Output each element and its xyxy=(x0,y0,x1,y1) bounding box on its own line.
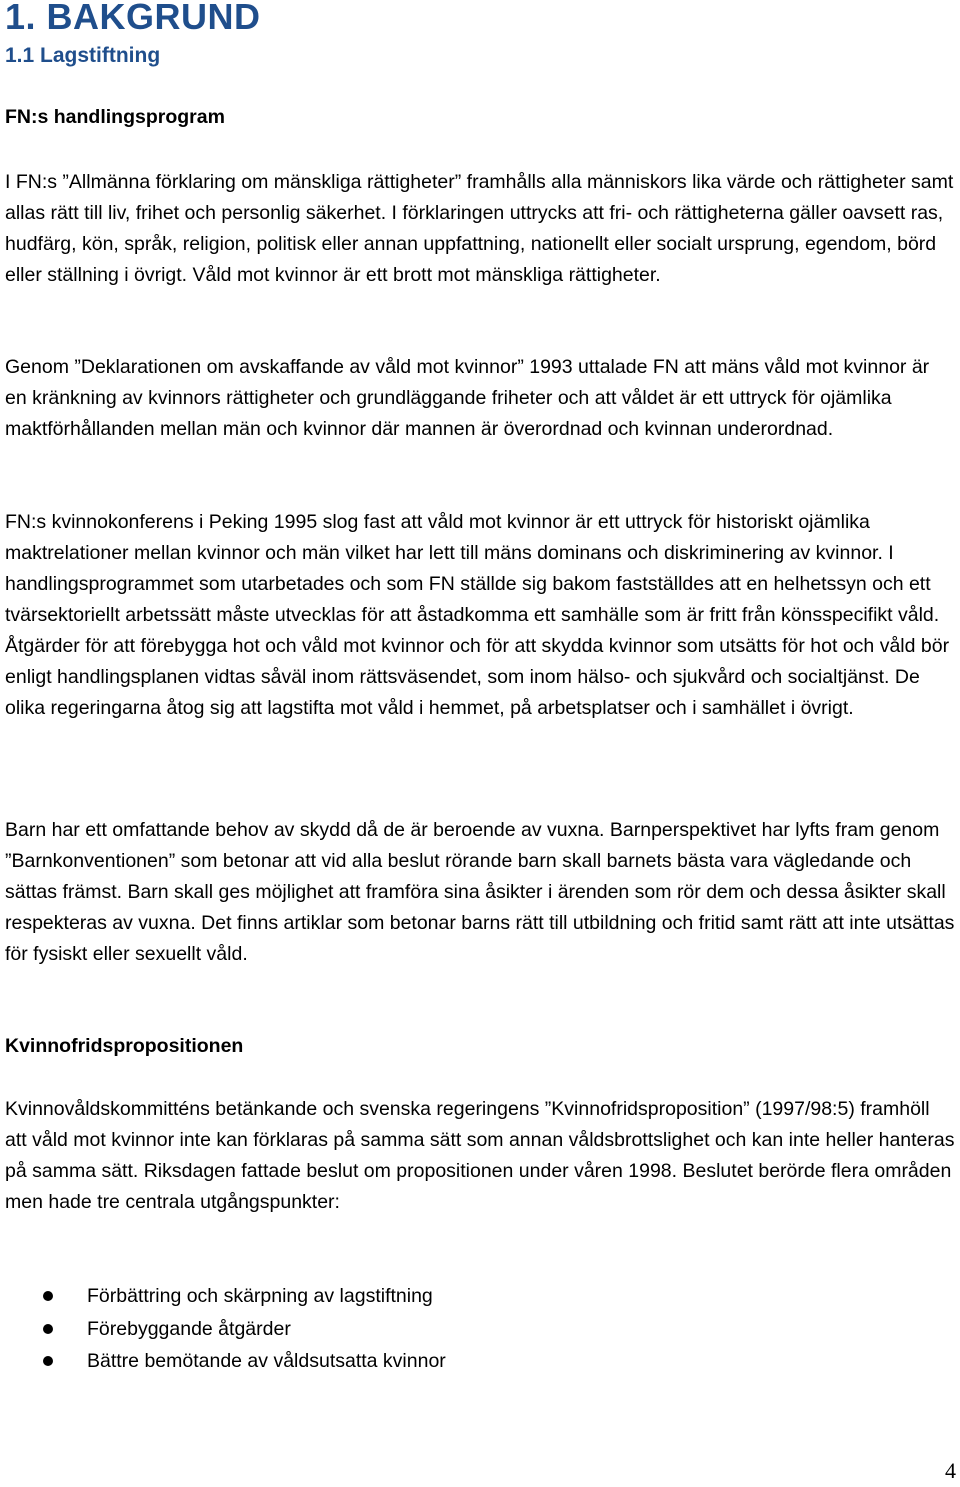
subsection-heading-fn: FN:s handlingsprogram xyxy=(5,106,225,128)
list-item: Bättre bemötande av våldsutsatta kvinnor xyxy=(5,1345,446,1378)
subsection-heading-kvinnofrid: Kvinnofridspropositionen xyxy=(5,1035,244,1057)
paragraph-kvinnofridsproposition: Kvinnovåldskommitténs betänkande och svenska regeringens ”Kvinnofridsproposition” (1997/98:5) framhöll att våld mot kvinnor inte kan förklaras på samma sätt som annan våldsbrottslighet och kan inte heller hanteras på samma sätt. Riksdagen fattade beslut om propositionen under våren 1998. Beslutet berörde flera områden men hade tre centrala utgångspunkter: xyxy=(5,1098,955,1213)
chapter-title: 1. BAKGRUND xyxy=(5,0,261,37)
bullet-list xyxy=(5,1280,446,1378)
bullet-icon xyxy=(43,1324,53,1334)
list-item: Förbättring och skärpning av lagstiftning xyxy=(5,1280,446,1313)
bullet-icon xyxy=(43,1356,53,1366)
paragraph-peking: FN:s kvinnokonferens i Peking 1995 slog fast att våld mot kvinnor är ett uttryck för historiskt ojämlika maktrelationer mellan kvinnor och män vilket har lett till mäns dominans och diskriminering av kvinnor. I handlingsprogrammet som utarbetades och som FN ställde sig bakom fastställdes att en helhetssyn och ett tvärsektoriellt arbetssätt måste utvecklas för att åstadkomma ett samhälle som är fritt från könsspecifikt våld. Åtgärder för att förebygga hot och våld mot kvinnor och för att skydda kvinnor som utsätts för hot och våld bör enligt handlingsplanen vidtas såväl inom rättsväsendet, som inom hälso- och sjukvård och socialtjänst. De olika regeringarna åtog sig att lagstifta mot våld i hemmet, på arbetsplatser och i samhället i övrigt. xyxy=(5,511,950,719)
paragraph-barnkonventionen: Barn har ett omfattande behov av skydd då de är beroende av vuxna. Barnperspektivet har lyfts fram genom ”Barnkonventionen” som betonar att vid alla beslut rörande barn skall barnets bästa vara vägledande och sättas främst. Barn skall ges möjlighet att framföra sina åsikter i ärenden som rör dem och dessa åsikter skall respekteras av vuxna. Det finns artiklar som betonar barns rätt till utbildning och fritid samt rätt att inte utsättas för fysiskt eller sexuellt våld. xyxy=(5,819,955,965)
list-item: Förebyggande åtgärder xyxy=(5,1313,446,1346)
paragraph-deklarationen: Genom ”Deklarationen om avskaffande av våld mot kvinnor” 1993 uttalade FN att mäns våld mot kvinnor är en kränkning av kvinnors rättigheter och grundläggande friheter och att våldet är ett uttryck för ojämlika maktförhållanden mellan män och kvinnor där mannen är överordnad och kvinnan underordnad. xyxy=(5,356,930,440)
page-number: 4 xyxy=(945,1458,956,1483)
bullet-icon xyxy=(43,1291,53,1301)
paragraph-fn-declaration: I FN:s ”Allmänna förklaring om mänskliga rättigheter” framhålls alla människors lika värde och rättigheter samt allas rätt till liv, frihet och personlig säkerhet. I förklaringen uttrycks att fri- och rättigheterna gäller oavsett ras, hudfärg, kön, språk, religion, politisk eller annan uppfattning, nationellt eller socialt ursprung, egendom, börd eller ställning i övrigt. Våld mot kvinnor är ett brott mot mänskliga rättigheter. xyxy=(5,171,954,286)
section-title: 1.1 Lagstiftning xyxy=(5,44,161,67)
